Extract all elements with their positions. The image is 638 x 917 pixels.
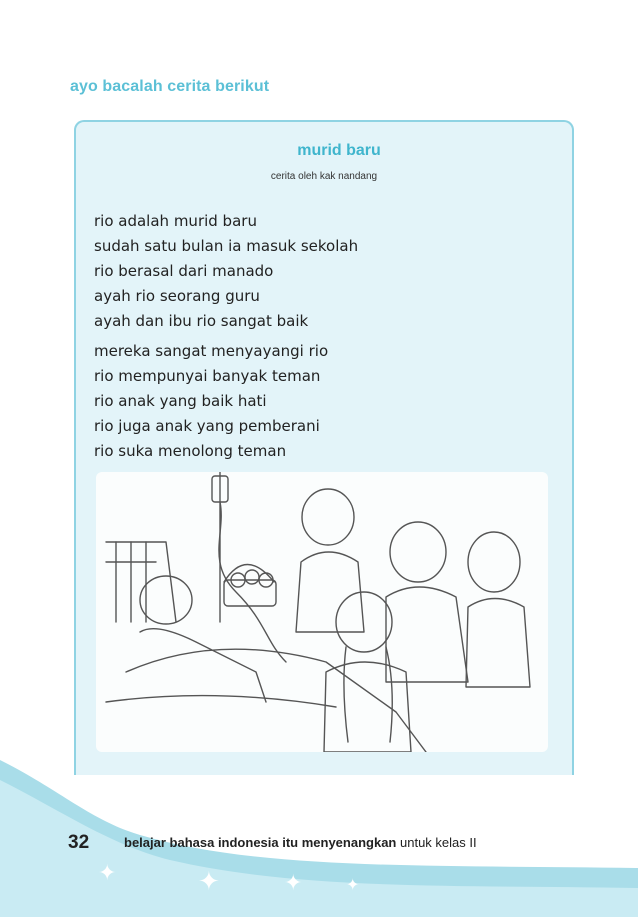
girl-with-braids-head — [336, 592, 392, 652]
star-icon: ✦ — [98, 860, 117, 885]
story-line: rio anak yang baik hati — [94, 392, 267, 410]
page-number: 32 — [68, 832, 90, 853]
hospital-visit-illustration — [96, 472, 548, 752]
star-icon: ✦ — [198, 866, 220, 896]
star-icon: ✦ — [284, 870, 303, 895]
stanza-1 — [94, 209, 358, 334]
star-icon: ✦ — [346, 877, 360, 894]
visitor-boy-2-head — [468, 532, 520, 592]
book-title: belajar bahasa indonesia itu menyenangkan — [124, 835, 397, 850]
story-line: rio suka menolong teman — [94, 442, 287, 460]
story-title: murid baru — [297, 142, 381, 159]
story-line: rio mempunyai banyak teman — [94, 367, 321, 385]
story-line: ayah rio seorang guru — [94, 287, 260, 305]
story-line: mereka sangat menyayangi rio — [94, 342, 329, 360]
visitor-boy-head — [302, 489, 354, 545]
patient-head — [140, 576, 192, 624]
blanket — [126, 649, 426, 752]
story-line: sudah satu bulan ia masuk sekolah — [94, 237, 359, 255]
story-line: rio adalah murid baru — [94, 212, 257, 230]
story-line: rio berasal dari manado — [94, 262, 274, 280]
running-footer — [124, 835, 477, 850]
stanza-2 — [94, 339, 328, 464]
story-author: cerita oleh kak nandang — [270, 171, 378, 182]
visitor-girl-head — [390, 522, 446, 582]
grade-label: untuk kelas II — [400, 835, 477, 850]
section-heading: ayo bacalah cerita berikut — [70, 78, 270, 95]
story-line: rio juga anak yang pemberani — [94, 417, 320, 435]
story-line: ayah dan ibu rio sangat baik — [94, 312, 309, 330]
